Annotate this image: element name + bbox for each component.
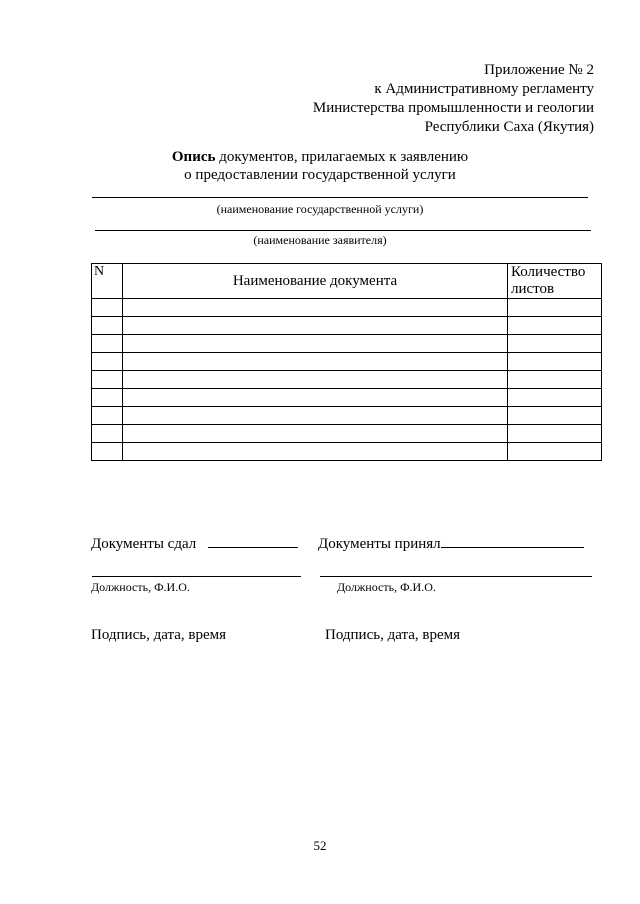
table-row xyxy=(92,425,602,443)
table-row xyxy=(92,407,602,425)
cell-sheet-count[interactable] xyxy=(508,317,602,335)
document-title xyxy=(0,148,640,184)
table-row xyxy=(92,443,602,461)
accepted-block xyxy=(318,534,584,553)
table-row xyxy=(92,371,602,389)
cell-document-name[interactable] xyxy=(123,353,508,371)
cell-document-name[interactable] xyxy=(123,389,508,407)
cell-number[interactable] xyxy=(92,371,123,389)
cell-sheet-count[interactable] xyxy=(508,389,602,407)
title-rest: документов, прилагаемых к заявлению xyxy=(215,149,469,165)
header-sheet-count xyxy=(508,264,602,299)
service-name-caption: (наименование государственной услуги) xyxy=(216,202,424,216)
cell-number[interactable] xyxy=(92,317,123,335)
position-line-left[interactable] xyxy=(92,576,301,577)
header-line: Республики Саха (Якутия) xyxy=(424,119,594,135)
table-header-row xyxy=(92,264,602,299)
table-row xyxy=(92,353,602,371)
header-line: к Административному регламенту xyxy=(374,81,594,97)
cell-sheet-count[interactable] xyxy=(508,335,602,353)
accepted-signature-line[interactable] xyxy=(441,534,584,548)
header-line: Министерства промышленности и геологии xyxy=(312,100,594,116)
cell-sheet-count[interactable] xyxy=(508,443,602,461)
cell-document-name[interactable] xyxy=(123,371,508,389)
cell-sheet-count[interactable] xyxy=(508,353,602,371)
cell-number[interactable] xyxy=(92,299,123,317)
cell-sheet-count[interactable] xyxy=(508,407,602,425)
header-number: N xyxy=(92,264,123,299)
cell-number[interactable] xyxy=(92,425,123,443)
position-line-right[interactable] xyxy=(320,576,592,577)
applicant-name-caption: (наименование заявителя) xyxy=(253,233,387,247)
cell-number[interactable] xyxy=(92,443,123,461)
cell-document-name[interactable] xyxy=(123,317,508,335)
cell-document-name[interactable] xyxy=(123,335,508,353)
header-count-line1: Количество xyxy=(511,264,586,280)
submitted-block xyxy=(91,534,298,553)
applicant-name-line[interactable] xyxy=(95,230,591,231)
cell-sheet-count[interactable] xyxy=(508,371,602,389)
sign-caption-left: Подпись, дата, время xyxy=(91,627,227,643)
position-caption-right: Должность, Ф.И.О. xyxy=(337,580,436,594)
table-row xyxy=(92,299,602,317)
cell-number[interactable] xyxy=(92,335,123,353)
cell-document-name[interactable] xyxy=(123,407,508,425)
title-line2: о предоставлении государственной услуги xyxy=(184,167,456,183)
submitted-label: Документы сдал xyxy=(91,536,197,552)
header-document-name: Наименование документа xyxy=(123,264,508,299)
cell-document-name[interactable] xyxy=(123,425,508,443)
cell-sheet-count[interactable] xyxy=(508,299,602,317)
cell-number[interactable] xyxy=(92,407,123,425)
table-row xyxy=(92,317,602,335)
document-inventory-table xyxy=(91,263,602,461)
position-caption-left: Должность, Ф.И.О. xyxy=(91,580,190,594)
submitted-signature-line[interactable] xyxy=(208,534,298,548)
accepted-label: Документы принял xyxy=(318,536,441,552)
cell-document-name[interactable] xyxy=(123,299,508,317)
header-count-line2: листов xyxy=(511,281,555,297)
table-row xyxy=(92,389,602,407)
header-line: Приложение № 2 xyxy=(484,62,594,78)
cell-number[interactable] xyxy=(92,389,123,407)
title-bold: Опись xyxy=(171,149,216,165)
page-number: 52 xyxy=(313,838,327,853)
cell-number[interactable] xyxy=(92,353,123,371)
service-name-line[interactable] xyxy=(92,197,588,198)
cell-document-name[interactable] xyxy=(123,443,508,461)
table-row xyxy=(92,335,602,353)
sign-caption-right: Подпись, дата, время xyxy=(325,627,461,643)
cell-sheet-count[interactable] xyxy=(508,425,602,443)
appendix-header xyxy=(194,61,594,137)
